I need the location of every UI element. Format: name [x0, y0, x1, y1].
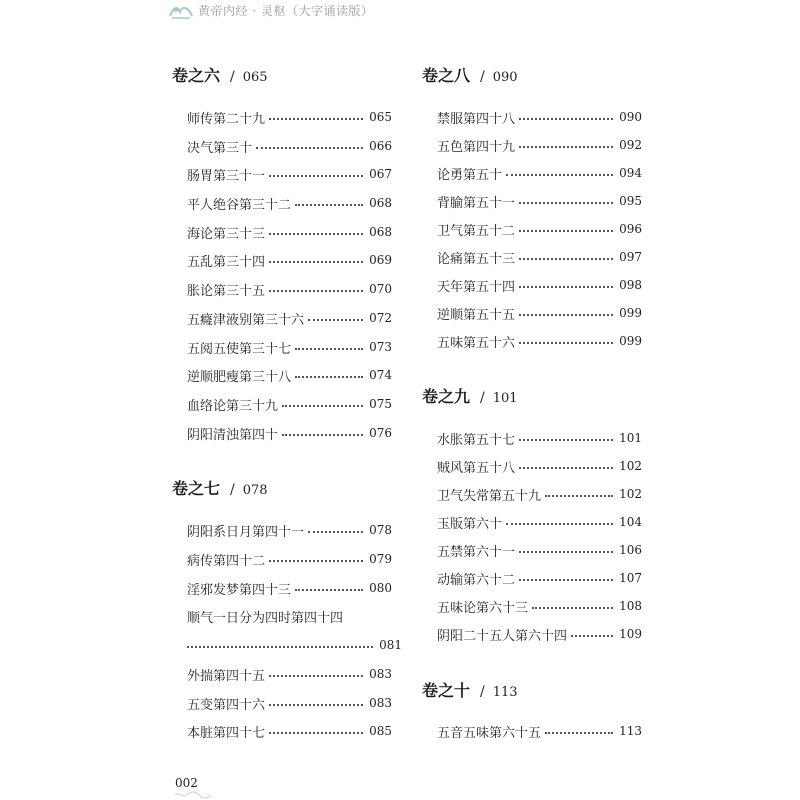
page-number: 002 — [175, 776, 198, 790]
entry-page: 109 — [619, 627, 642, 641]
entry-page: 068 — [369, 196, 392, 210]
dot-leader — [308, 319, 363, 321]
dot-leader — [295, 348, 363, 350]
entry-page: 076 — [369, 426, 392, 440]
entry-page: 068 — [369, 225, 392, 239]
entry-title: 五变第四十六 — [187, 697, 266, 713]
dot-leader — [282, 405, 363, 407]
entry-page: 081 — [379, 638, 402, 652]
entry-title: 五乱第三十四 — [187, 254, 266, 270]
toc-entry[interactable] — [437, 247, 642, 267]
dot-leader — [519, 439, 613, 441]
entry-title: 本脏第四十七 — [187, 725, 266, 741]
volume-page: 065 — [242, 70, 268, 85]
entry-title: 胀论第三十五 — [187, 283, 266, 299]
dot-leader — [519, 202, 613, 204]
toc-entry[interactable] — [187, 423, 392, 443]
entry-title: 平人绝谷第三十二 — [187, 197, 292, 213]
dot-leader — [295, 376, 363, 378]
dot-leader — [506, 174, 613, 176]
entry-title: 五阅五使第三十七 — [187, 341, 292, 357]
entry-page: 083 — [369, 667, 392, 681]
toc-entry-wrapped[interactable] — [187, 606, 392, 626]
toc-entry[interactable] — [187, 308, 392, 328]
dot-leader — [269, 675, 363, 677]
dot-leader — [571, 635, 613, 637]
dot-leader — [545, 732, 613, 734]
entry-title: 五色第四十九 — [437, 139, 516, 155]
volume-separator: / — [480, 69, 485, 85]
dot-leader — [519, 551, 613, 553]
entry-title: 逆顺肥瘦第三十八 — [187, 369, 292, 385]
dot-leader — [256, 147, 363, 149]
dot-leader — [519, 467, 613, 469]
dot-leader — [519, 342, 613, 344]
toc-entry[interactable] — [437, 596, 642, 616]
entry-page: 069 — [369, 253, 392, 267]
toc-entry[interactable] — [437, 107, 642, 127]
toc-entry[interactable] — [187, 721, 392, 741]
entry-page: 079 — [369, 552, 392, 566]
toc-entry[interactable] — [437, 624, 642, 644]
entry-page: 067 — [369, 167, 392, 181]
entry-title: 禁服第四十八 — [437, 111, 516, 127]
entry-title: 逆顺第五十五 — [437, 307, 516, 323]
dot-leader — [269, 732, 363, 734]
toc-entry[interactable] — [187, 578, 392, 598]
entry-title: 顺气一日分为四时第四十四 — [187, 610, 344, 626]
toc-entry[interactable] — [187, 193, 392, 213]
volume-page: 078 — [242, 483, 268, 498]
entry-page: 102 — [619, 459, 642, 473]
entry-title: 阴阳二十五人第六十四 — [437, 628, 568, 644]
entry-page: 094 — [619, 166, 642, 180]
toc-entry[interactable] — [437, 303, 642, 323]
toc-entry[interactable] — [187, 222, 392, 242]
entry-page: 065 — [369, 110, 392, 124]
entry-title: 阴阳系日月第四十一 — [187, 524, 305, 540]
toc-entry[interactable] — [187, 337, 392, 357]
volume-page: 090 — [492, 70, 518, 85]
dot-leader — [282, 434, 363, 436]
entry-page: 090 — [619, 110, 642, 124]
dot-leader — [506, 523, 613, 525]
toc-entry[interactable] — [437, 135, 642, 155]
volume-title: 卷之六 — [172, 66, 221, 85]
dot-leader — [269, 560, 363, 562]
volume-heading-9[interactable] — [422, 384, 652, 408]
toc-entry[interactable] — [437, 428, 642, 448]
entry-page: 097 — [619, 250, 642, 264]
running-header — [0, 0, 800, 22]
entry-page: 107 — [619, 571, 642, 585]
volume-heading-8[interactable] — [422, 63, 652, 87]
dot-leader — [269, 704, 363, 706]
toc-entry[interactable] — [187, 520, 392, 540]
toc-entry[interactable] — [437, 721, 642, 741]
dot-leader — [519, 286, 613, 288]
entry-page: 104 — [619, 515, 642, 529]
entry-title: 阴阳清浊第四十 — [187, 427, 279, 443]
entry-page: 083 — [369, 696, 392, 710]
entry-title: 血络论第三十九 — [187, 398, 279, 414]
toc-entry[interactable] — [187, 107, 392, 127]
dot-leader — [269, 118, 363, 120]
dot-leader — [269, 290, 363, 292]
entry-page: 108 — [619, 599, 642, 613]
dot-leader — [519, 258, 613, 260]
volume-separator: / — [480, 684, 485, 700]
entry-page: 078 — [369, 523, 392, 537]
volume-heading-7[interactable] — [172, 476, 402, 500]
header-title: 黄帝内经 · 灵枢（大字诵读版） — [198, 4, 374, 18]
toc-entry[interactable] — [187, 664, 392, 684]
entry-page: 092 — [619, 138, 642, 152]
dot-leader — [295, 204, 363, 206]
dot-leader — [187, 646, 373, 648]
toc-entry[interactable] — [187, 549, 392, 569]
entry-title: 病传第四十二 — [187, 553, 266, 569]
entry-title: 玉版第六十 — [437, 516, 503, 532]
volume-title: 卷之九 — [422, 387, 471, 406]
entry-page: 101 — [619, 431, 642, 445]
entry-page: 085 — [369, 724, 392, 738]
entry-page: 098 — [619, 278, 642, 292]
dot-leader — [295, 589, 363, 591]
toc-entry[interactable] — [187, 693, 392, 713]
volume-title: 卷之八 — [422, 66, 471, 85]
entry-title: 淫邪发梦第四十三 — [187, 582, 292, 598]
entry-page: 080 — [369, 581, 392, 595]
entry-title: 五味第五十六 — [437, 335, 516, 351]
book-logo-icon — [168, 2, 194, 20]
volume-heading-6[interactable] — [172, 63, 402, 87]
entry-page: 106 — [619, 543, 642, 557]
toc-entry[interactable] — [187, 250, 392, 270]
dot-leader — [519, 118, 613, 120]
entry-page: 102 — [619, 487, 642, 501]
toc-entry[interactable] — [437, 331, 642, 351]
entry-title: 师传第二十九 — [187, 111, 266, 127]
entry-title: 卫气第五十二 — [437, 223, 516, 239]
volume-separator: / — [480, 390, 485, 406]
entry-page: 073 — [369, 340, 392, 354]
entry-title: 天年第五十四 — [437, 279, 516, 295]
dot-leader — [269, 175, 363, 177]
volume-separator: / — [230, 69, 235, 85]
dot-leader — [308, 531, 363, 533]
toc-entry[interactable] — [437, 484, 642, 504]
toc-entry[interactable] — [437, 163, 642, 183]
entry-title: 外揣第四十五 — [187, 668, 266, 684]
entry-title: 背腧第五十一 — [437, 195, 516, 211]
toc-entry[interactable] — [437, 512, 642, 532]
volume-page: 101 — [492, 391, 518, 406]
dot-leader — [519, 230, 613, 232]
volume-separator: / — [230, 482, 235, 498]
dot-leader — [269, 261, 363, 263]
toc-entry[interactable] — [187, 136, 392, 156]
entry-page: 113 — [619, 724, 642, 738]
entry-title: 论勇第五十 — [437, 167, 503, 183]
toc-entry[interactable] — [437, 275, 642, 295]
toc-entry[interactable] — [437, 219, 642, 239]
dot-leader — [519, 146, 613, 148]
toc-entry[interactable] — [437, 568, 642, 588]
dot-leader — [269, 233, 363, 235]
entry-title: 贼风第五十八 — [437, 460, 516, 476]
toc-entry-continuation[interactable] — [187, 635, 402, 655]
entry-page: 099 — [619, 334, 642, 348]
entry-title: 五癃津液别第三十六 — [187, 312, 305, 328]
entry-title: 水胀第五十七 — [437, 432, 516, 448]
volume-title: 卷之十 — [422, 681, 471, 700]
dot-leader — [519, 579, 613, 581]
toc-entry[interactable] — [187, 365, 392, 385]
decorative-flourish-icon — [173, 791, 213, 799]
volume-heading-10[interactable] — [422, 678, 652, 702]
entry-page: 070 — [369, 282, 392, 296]
entry-title: 决气第三十 — [187, 140, 253, 156]
toc-entry[interactable] — [187, 394, 392, 414]
entry-page: 075 — [369, 397, 392, 411]
entry-title: 肠胃第三十一 — [187, 168, 266, 184]
entry-title: 卫气失常第五十九 — [437, 488, 542, 504]
entry-title: 五禁第六十一 — [437, 544, 516, 560]
entry-page: 095 — [619, 194, 642, 208]
toc-entry[interactable] — [187, 279, 392, 299]
entry-page: 099 — [619, 306, 642, 320]
entry-title: 五音五味第六十五 — [437, 725, 542, 741]
volume-page: 113 — [492, 685, 518, 700]
dot-leader — [519, 314, 613, 316]
toc-entry[interactable] — [187, 164, 392, 184]
entry-page: 096 — [619, 222, 642, 236]
entry-title: 五味论第六十三 — [437, 600, 529, 616]
toc-entry[interactable] — [437, 540, 642, 560]
entry-page: 066 — [369, 139, 392, 153]
entry-title: 海论第三十三 — [187, 226, 266, 242]
toc-entry[interactable] — [437, 456, 642, 476]
entry-title: 动输第六十二 — [437, 572, 516, 588]
dot-leader — [545, 495, 613, 497]
dot-leader — [532, 607, 613, 609]
entry-title: 论痛第五十三 — [437, 251, 516, 267]
entry-page: 074 — [369, 368, 392, 382]
volume-title: 卷之七 — [172, 479, 221, 498]
toc-entry[interactable] — [437, 191, 642, 211]
entry-page: 072 — [369, 311, 392, 325]
